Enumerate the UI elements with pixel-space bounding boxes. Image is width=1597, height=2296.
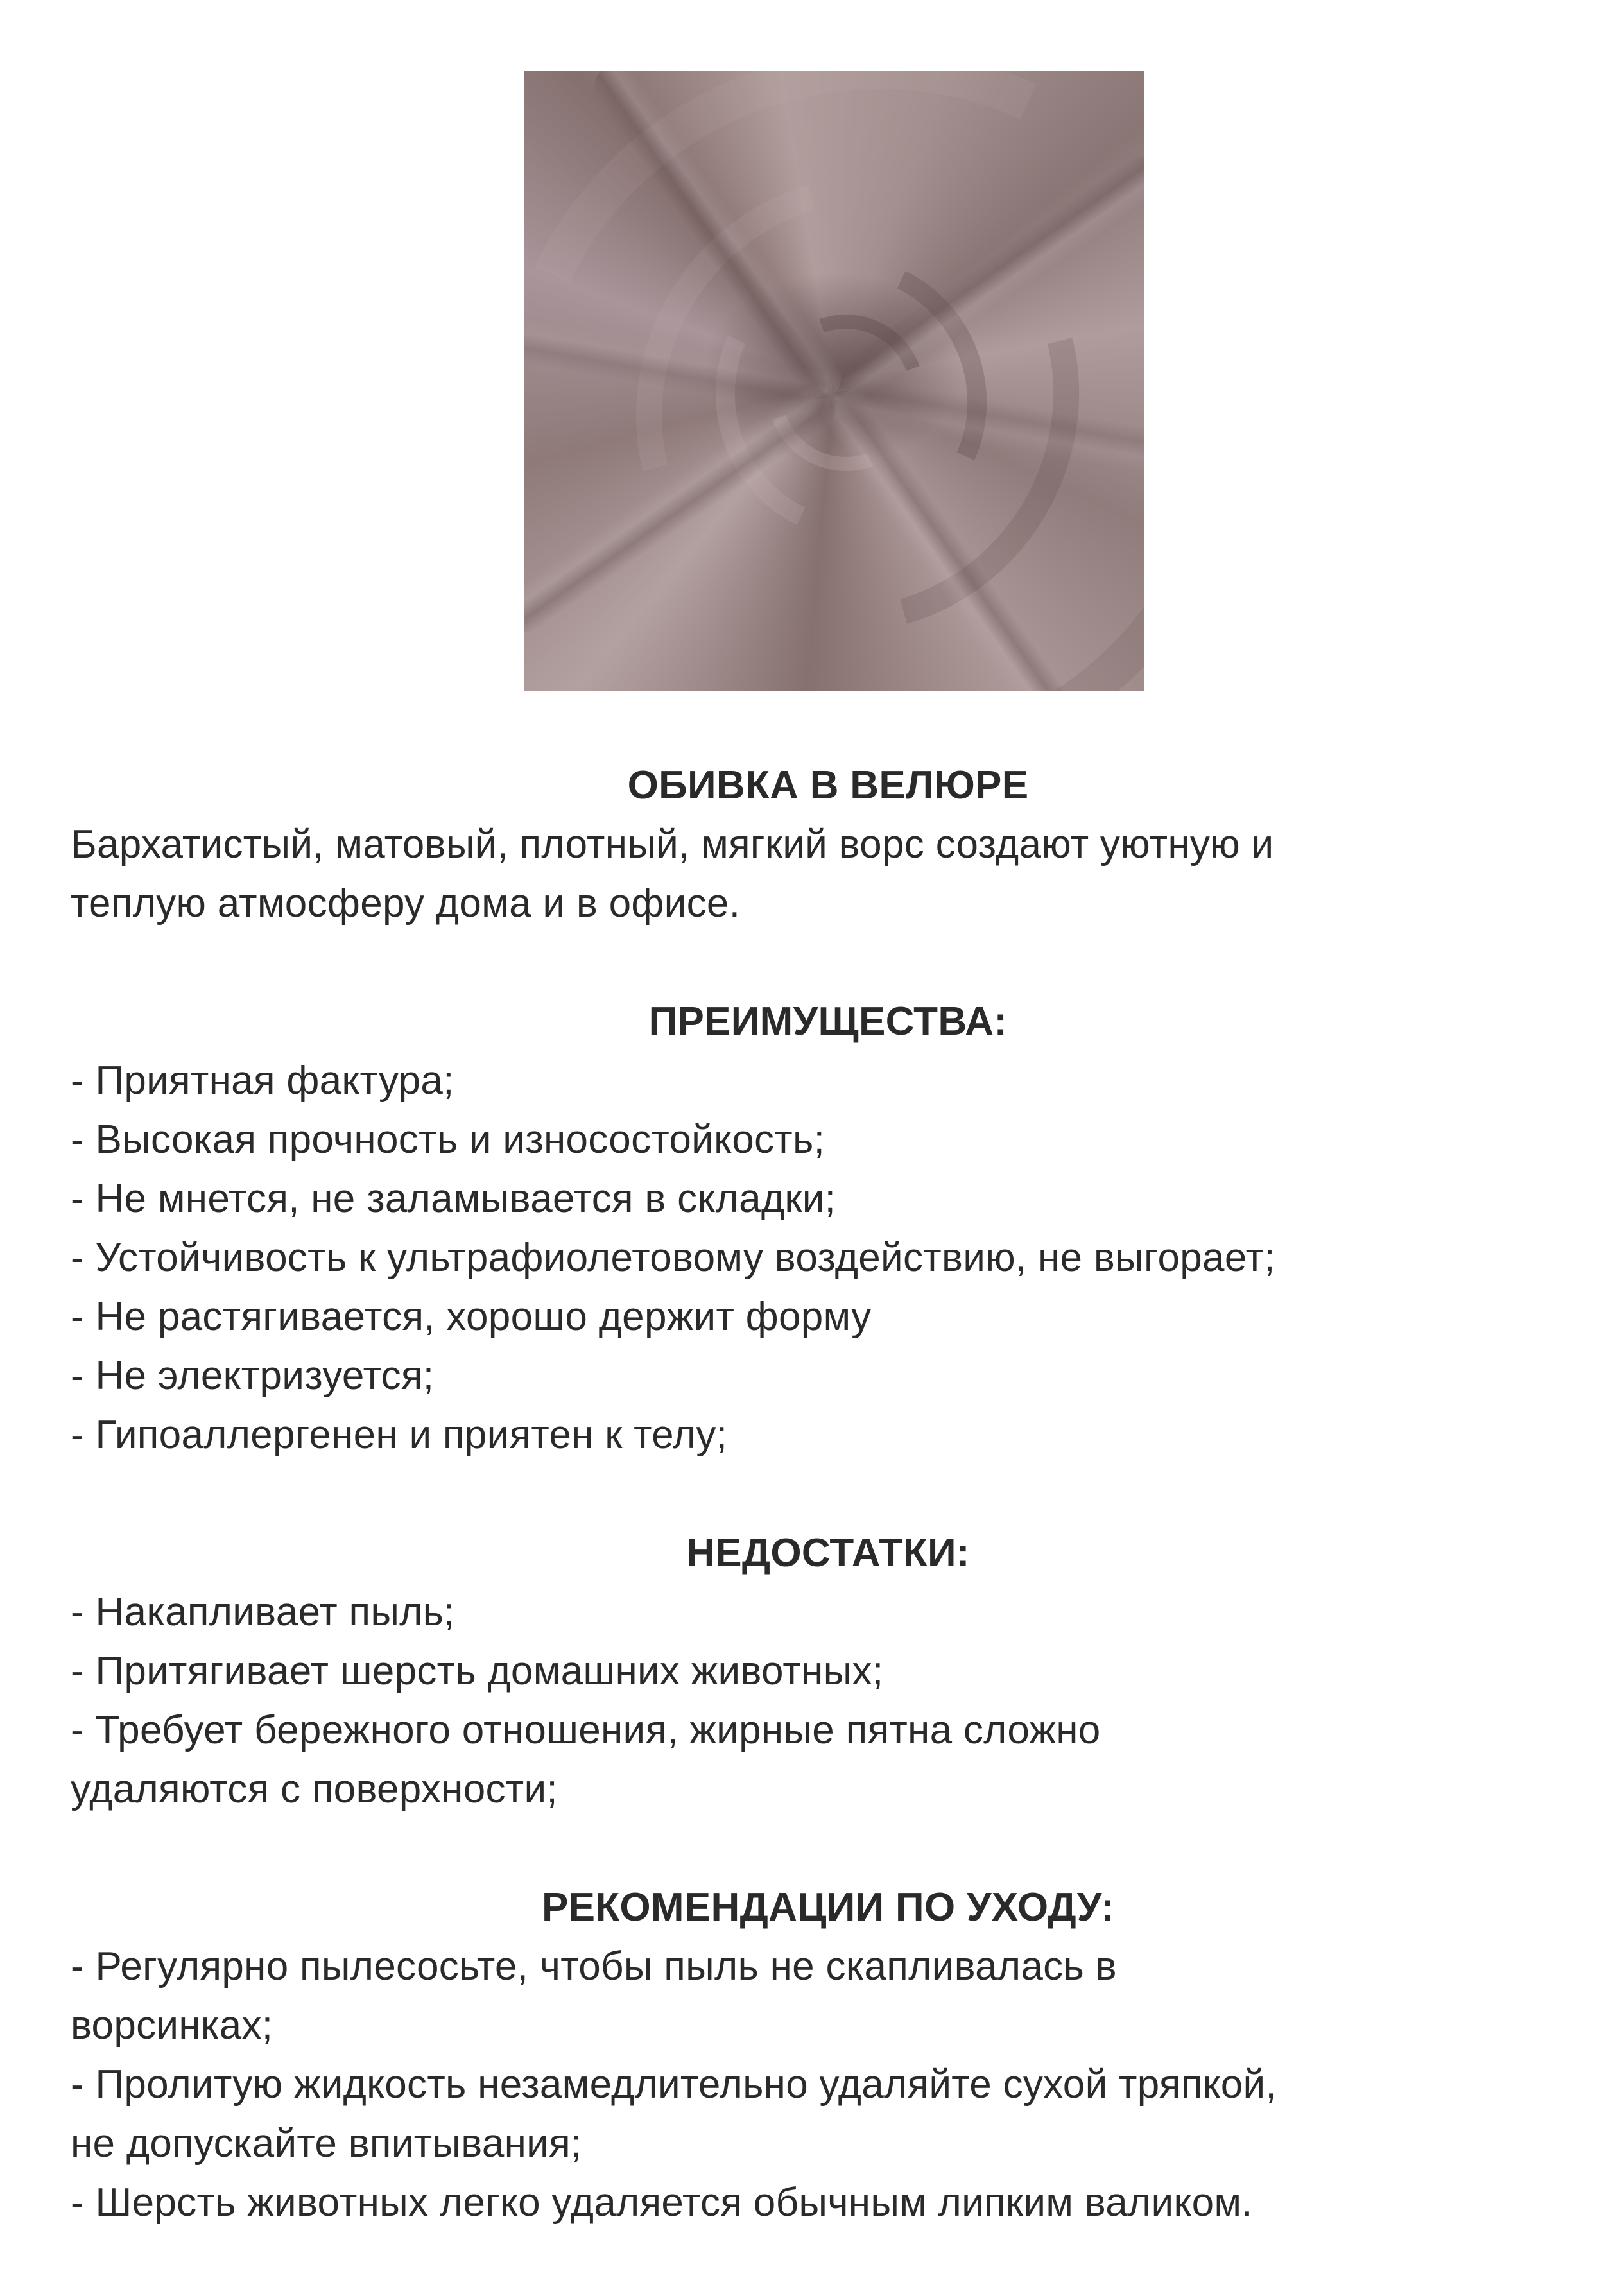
list-item-continuation: не допускайте впитывания; [71,2121,582,2166]
intro-title: ОБИВКА В ВЕЛЮРЕ [627,763,1029,807]
list-item: - Пролитую жидкость незамедлительно удаляйте сухой тряпкой, [71,2062,1277,2107]
advantages-list [71,1051,1560,1465]
advantages-section [71,992,1560,1465]
velour-fabric-photo [524,71,1144,691]
disadvantages-title: НЕДОСТАТКИ: [686,1531,970,1575]
spacer [71,1465,1560,1524]
care-section [71,1878,1560,2232]
care-list [71,1937,1560,2232]
list-item: - Шерсть животных легко удаляется обычным липким валиком. [71,2180,1253,2225]
list-item: - Накапливает пыль; [71,1590,455,1634]
list-item: - Не мнется, не заламывается в складки; [71,1177,836,1221]
disadvantages-section [71,1524,1560,1819]
list-item: - Гипоаллергенен и приятен к телу; [71,1413,728,1457]
intro-line: теплую атмосферу дома и в офисе. [71,881,741,926]
list-item-continuation: удаляются с поверхности; [71,1767,558,1811]
disadvantages-list [71,1583,1560,1819]
list-item: - Не растягивается, хорошо держит форму [71,1295,872,1339]
list-item: - Притягивает шерсть домашних животных; [71,1649,884,1693]
list-item: - Приятная фактура; [71,1058,454,1103]
list-item: - Устойчивость к ультрафиолетовому воздействию, не выгорает; [71,1236,1275,1280]
intro-line: Бархатистый, матовый, плотный, мягкий ворс создают уютную и [71,822,1274,867]
spacer [71,933,1560,992]
list-item: - Регулярно пылесосьте, чтобы пыль не скапливалась в [71,1944,1117,1989]
care-title: РЕКОМЕНДАЦИИ ПО УХОДУ: [541,1885,1115,1929]
list-item: - Не электризуется; [71,1354,435,1398]
list-item-continuation: ворсинках; [71,2003,273,2048]
list-item: - Высокая прочность и износостойкость; [71,1118,825,1162]
advantages-title: ПРЕИМУЩЕСТВА: [648,999,1008,1044]
intro-section [71,756,1560,933]
spacer [71,1819,1560,1878]
description-text [71,756,1560,2232]
list-item: - Требует бережного отношения, жирные пятна сложно [71,1708,1101,1752]
